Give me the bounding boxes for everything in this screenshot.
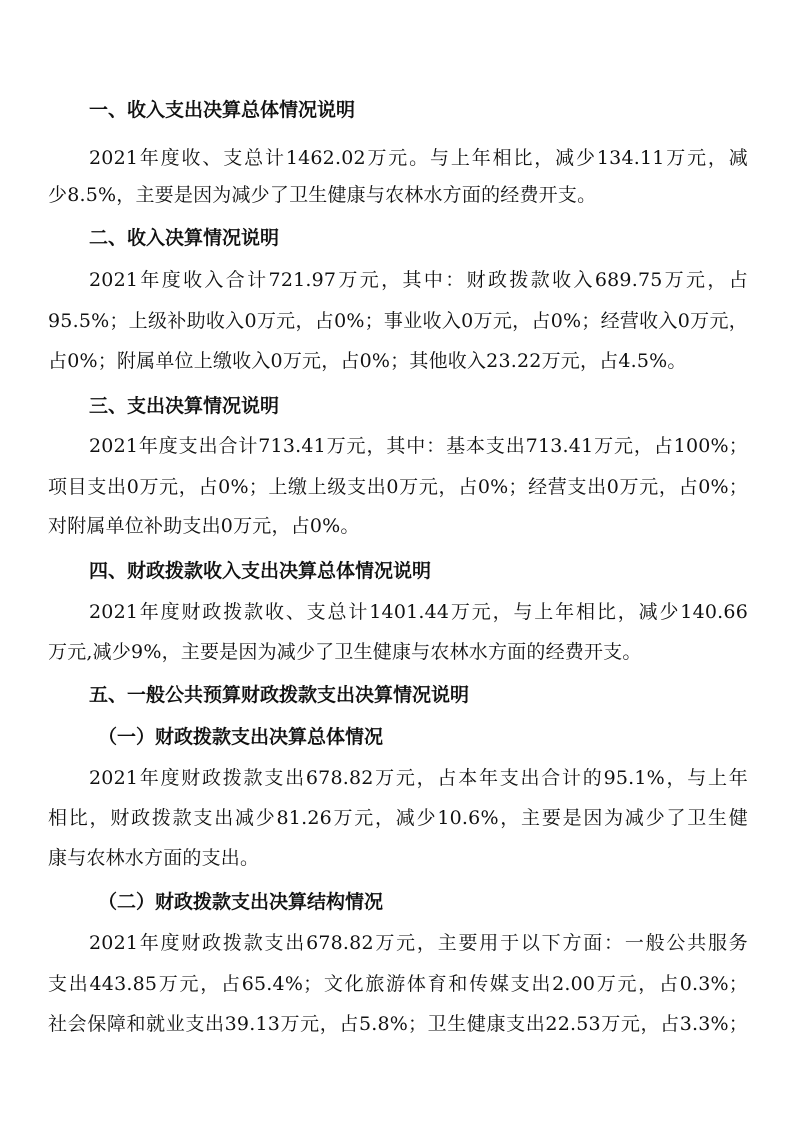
paragraph-line: 占0%；附属单位上缴收入0万元，占0%；其他收入23.22万元，占4.5%。: [48, 350, 687, 372]
paragraph-line: 对附属单位补助支出0万元，占0%。: [48, 515, 360, 537]
section-heading-1: 一、收入支出决算总体情况说明: [89, 99, 356, 121]
paragraph-line: 相比，财政拨款支出减少81.26万元，减少10.6%，主要是因为减少了卫生健: [48, 807, 748, 829]
subsection-heading-2: （二）财政拨款支出决算结构情况: [98, 891, 384, 913]
section-heading-4: 四、财政拨款收入支出决算总体情况说明: [89, 560, 432, 582]
section-heading-5: 五、一般公共预算财政拨款支出决算情况说明: [89, 684, 470, 706]
paragraph-line: 95.5%；上级补助收入0万元，占0%；事业收入0万元，占0%；经营收入0万元，: [48, 310, 748, 332]
section-heading-3: 三、支出决算情况说明: [89, 395, 280, 417]
section-heading-2: 二、收入决算情况说明: [89, 227, 280, 249]
paragraph-line: 2021年度财政拨款支出678.82万元，主要用于以下方面：一般公共服务: [89, 932, 748, 954]
paragraph-line: 2021年度收入合计721.97万元，其中：财政拨款收入689.75万元，占: [89, 269, 748, 291]
paragraph-line: 2021年度财政拨款收、支总计1401.44万元，与上年相比，减少140.66: [89, 601, 748, 623]
paragraph-line: 万元,减少9%，主要是因为减少了卫生健康与农林水方面的经费开支。: [48, 641, 642, 663]
paragraph-line: 支出443.85万元，占65.4%；文化旅游体育和传媒支出2.00万元，占0.3%；: [48, 973, 748, 995]
paragraph-line: 2021年度财政拨款支出678.82万元，占本年支出合计的95.1%，与上年: [89, 767, 748, 789]
paragraph-line: 项目支出0万元，占0%；上缴上级支出0万元，占0%；经营支出0万元，占0%；: [48, 476, 748, 498]
paragraph-line: 2021年度支出合计713.41万元，其中：基本支出713.41万元，占100%；: [89, 435, 748, 457]
subsection-heading-1: （一）财政拨款支出决算总体情况: [98, 726, 384, 748]
paragraph-line: 社会保障和就业支出39.13万元，占5.8%；卫生健康支出22.53万元，占3.3%；: [48, 1013, 748, 1035]
paragraph-line: 康与农林水方面的支出。: [48, 847, 260, 869]
paragraph-line: 2021年度收、支总计1462.02万元。与上年相比，减少134.11万元，减: [89, 147, 748, 169]
paragraph-line: 少8.5%，主要是因为减少了卫生健康与农林水方面的经费开支。: [48, 184, 597, 206]
